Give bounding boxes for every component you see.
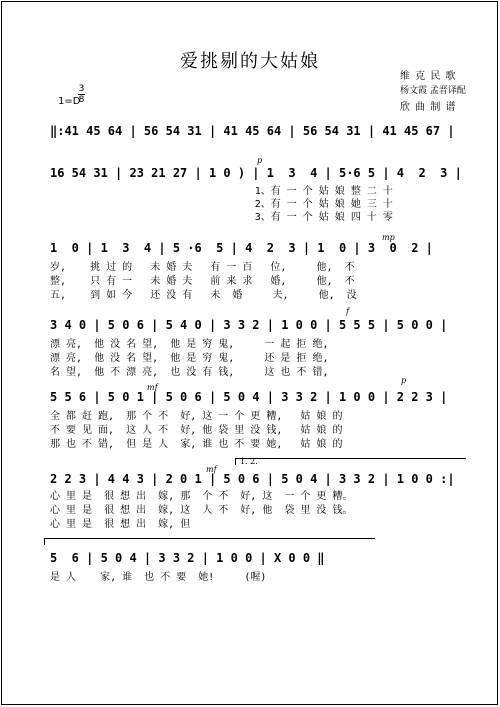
lyric-line: 3、有 一 个 姑 娘 四 十 零 — [50, 212, 393, 223]
lyric-line: 全 都 赶 跑, 那 个 不 好, 这 一 个 更 糟, 姑 娘 的 — [50, 411, 343, 422]
volta-bracket — [235, 458, 466, 465]
ending-bracket — [44, 538, 375, 545]
lyric-line: 2、有 一 个 姑 娘 她 三 十 — [50, 199, 393, 210]
credit-engraver: 欣 曲 制 谱 — [400, 102, 457, 113]
dynamic-mark: mf — [147, 383, 158, 392]
lyric-line: 1、有 一 个 姑 娘 整 二 十 — [50, 186, 393, 197]
meter-bottom: 8 — [78, 95, 85, 105]
key-signature: 1=D — [58, 96, 81, 107]
lyric-line: 心 里 是 很 想 出 嫁, 但 — [50, 519, 191, 530]
lyric-line: 名 望, 他 不 漂 亮, 也 没 有 钱, 这 也 不 错, — [50, 367, 329, 378]
score-line-1: ‖:41 45 64 | 56 54 31 | 41 45 64 | 56 54 31 | 41 45 67 | — [50, 124, 455, 138]
dynamic-mark: mf — [206, 465, 217, 474]
lyric-line: 心 里 是 很 想 出 嫁, 那 个 不 好, 这 一 个 更 糟。 — [50, 491, 353, 502]
score-line-7: 5 6 | 5 0 4 | 3 3 2 | 1 0 0 | X 0 0 ‖ — [50, 551, 325, 565]
song-title: 爱挑剔的大姑娘 — [180, 51, 320, 72]
score-line-5: 5 5 6 | 5 0 1 | 5 0 6 | 5 0 4 | 3 3 2 | 1 0 0 | 2 2 3 | — [50, 390, 448, 404]
credit-translator: 杨文霞 孟晋译配 — [400, 86, 466, 96]
dynamic-mark: p — [401, 376, 407, 385]
lyric-line: 整, 只 有 一 未 婚 夫 前 来 求 婚, 他, 不 — [50, 276, 355, 287]
score-line-3: 1 0 | 1 3 4 | 5 ·6 5 | 4 2 3 | 1 0 | 3 0 2 | — [50, 241, 433, 255]
dynamic-mark: p — [257, 156, 263, 165]
lyric-line: 是 人 家, 谁 也 不 要 她! (喔) — [50, 572, 267, 583]
dynamic-mark: f — [346, 307, 349, 316]
dynamic-mark: mp — [382, 233, 395, 242]
score-line-2: 16 54 31 | 23 21 27 | 1 0 ) | 1 3 4 | 5·6 5 | 4 2 3 | — [50, 166, 462, 180]
time-signature — [78, 84, 85, 105]
lyric-line: 漂 亮, 他 没 名 望, 他 是 穷 鬼, 一 起 拒 绝, — [50, 339, 329, 350]
credit-origin: 维 克 民 歌 — [400, 71, 457, 82]
volta-label: 1. 2. — [240, 457, 258, 466]
lyric-line: 五, 到 如 今 还 没 有 未 婚 夫, 他, 没 — [50, 290, 357, 301]
score-line-6: 2 2 3 | 4 4 3 | 2 0 1 | 5 0 6 | 5 0 4 | 3 3 2 | 1 0 0 :| — [50, 472, 455, 486]
lyric-line: 岁, 挑 过 的 未 婚 夫 有 一 百 位, 他, 不 — [50, 262, 355, 273]
lyric-line: 那 也 不 错, 但 是 人 家, 谁 也 不 要 她, 姑 娘 的 — [50, 439, 343, 450]
lyric-line: 不 要 见 面, 这 人 不 好, 他 袋 里 没 钱, 姑 娘 的 — [50, 425, 343, 436]
meter-top: 3 — [78, 84, 85, 94]
lyric-line: 漂 亮, 他 没 名 望, 他 是 穷 鬼, 还 是 拒 绝, — [50, 353, 329, 364]
score-line-4: 3 4 0 | 5 0 6 | 5 4 0 | 3 3 2 | 1 0 0 | 5 5 5 | 5 0 0 | — [50, 318, 448, 332]
lyric-line: 心 里 是 很 想 出 嫁, 这 人 不 好, 他 袋 里 没 钱。 — [50, 505, 353, 516]
